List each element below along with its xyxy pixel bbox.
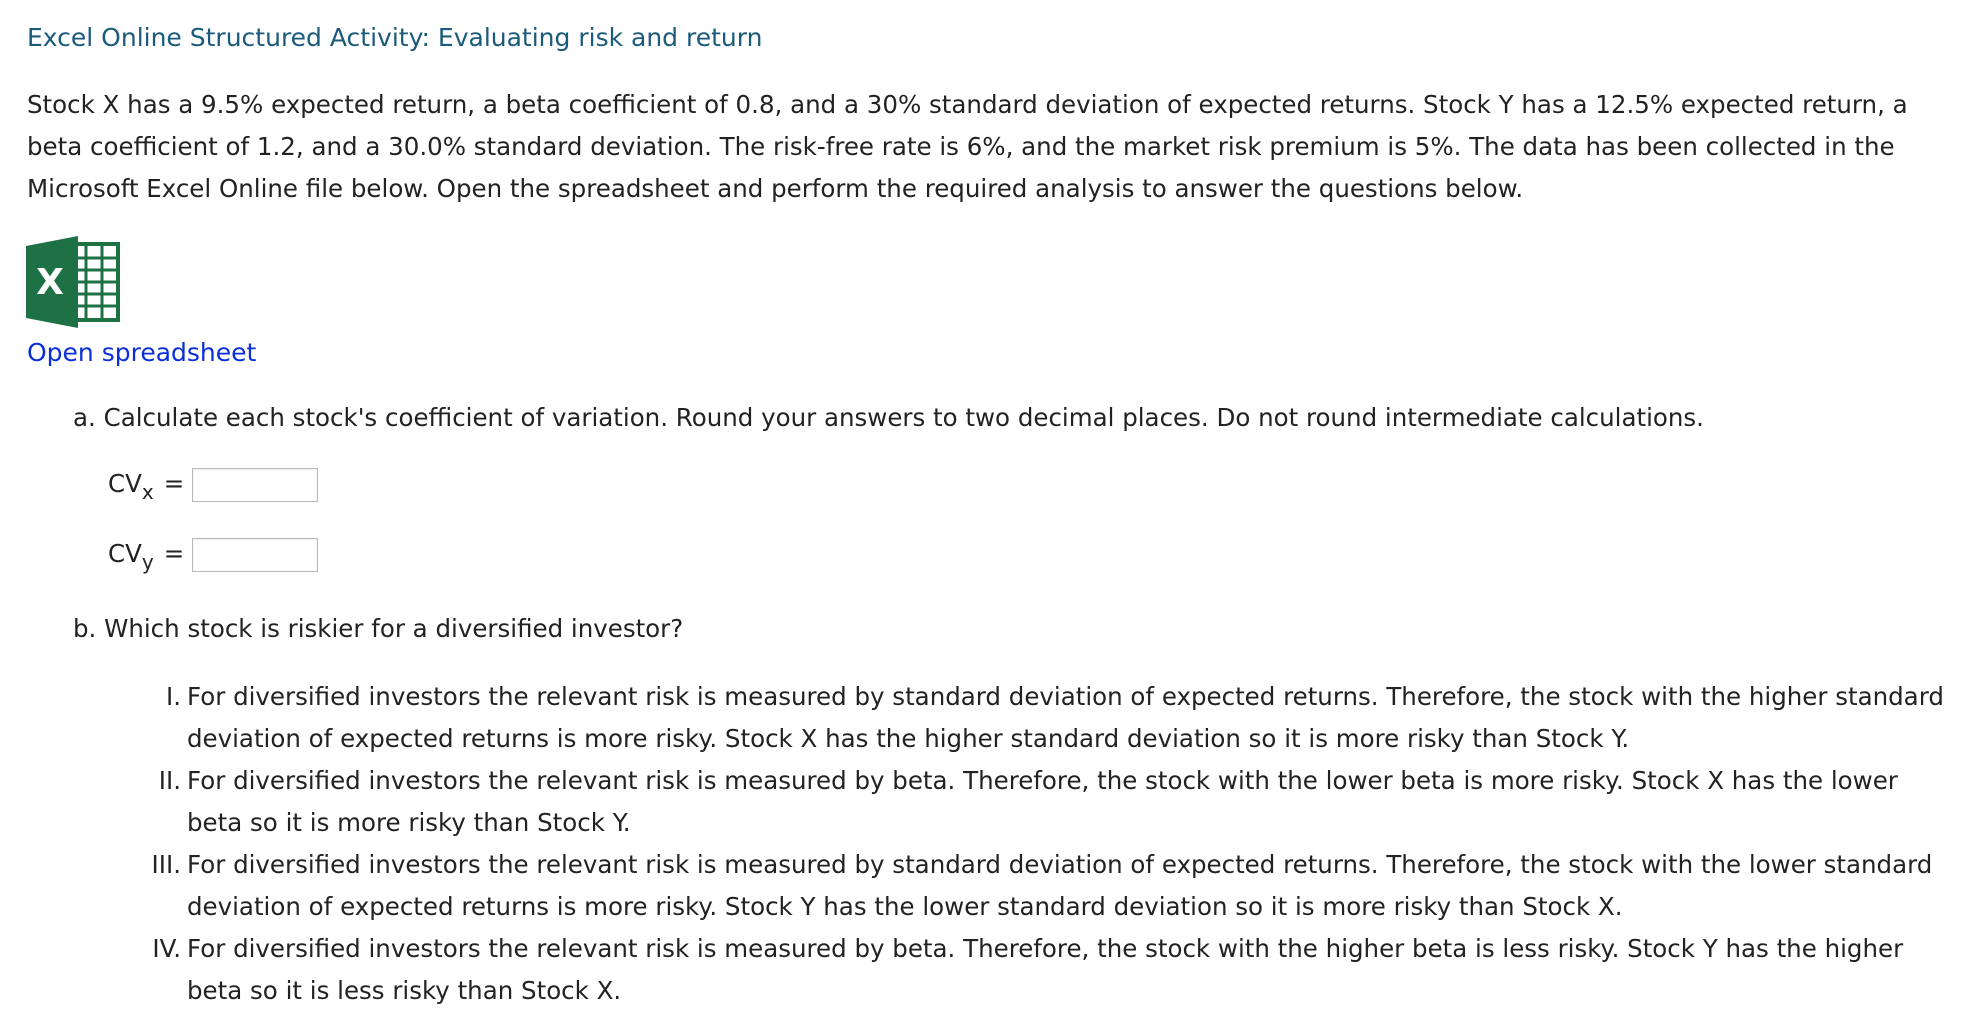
cv-y-label-text: CV: [108, 538, 142, 568]
option-numeral: IV.: [152, 934, 181, 963]
cv-x-row: [108, 466, 318, 504]
excel-grid-shape: [76, 246, 116, 318]
answer-option-ii[interactable]: [158, 760, 1957, 844]
question-b-prompt: b. Which stock is riskier for a diversified investor?: [73, 614, 684, 643]
answer-option-i[interactable]: [165, 676, 1957, 760]
cv-y-subscript: y: [141, 549, 154, 574]
page-title: Excel Online Structured Activity: Evaluating risk and return: [27, 23, 763, 52]
option-text: For diversified investors the relevant risk is measured by standard deviation of expected returns. Therefore, the stock with the higher standard deviation of expected returns is more risky. Stock X has the higher standard deviation so it is more risky than Stock Y.: [187, 682, 1944, 753]
cv-x-subscript: x: [141, 479, 154, 504]
answer-option-iv[interactable]: [152, 928, 1957, 1012]
cv-x-equals: =: [163, 468, 185, 498]
problem-statement: Stock X has a 9.5% expected return, a beta coefficient of 0.8, and a 30% standard deviation of expected returns. Stock Y has a 12.5% expected return, a beta coefficient of 1.2, and a 30.0% standard deviation. The risk-free rate is 6%, and the market risk premium is 5%. The data has been collected in the Microsoft Excel Online file below. Open the spreadsheet and perform the required analysis to answer the questions below.: [27, 90, 1908, 203]
open-spreadsheet-link[interactable]: Open spreadsheet: [27, 338, 257, 367]
cv-y-label: [108, 538, 154, 574]
option-text: For diversified investors the relevant risk is measured by standard deviation of expected returns. Therefore, the stock with the lower standard deviation of expected returns is more risky. Stock Y has the lower standard deviation so it is more risky than Stock X.: [187, 850, 1933, 921]
option-text: For diversified investors the relevant risk is measured by beta. Therefore, the stock with the higher beta is less risky. Stock Y has the higher beta so it is less risky than Stock X.: [187, 934, 1904, 1005]
cv-y-row: [108, 536, 318, 574]
cv-y-input[interactable]: [192, 538, 318, 572]
option-numeral: II.: [158, 766, 181, 795]
option-text: For diversified investors the relevant risk is measured by beta. Therefore, the stock with the lower beta is more risky. Stock X has the lower beta so it is more risky than Stock Y.: [187, 766, 1898, 837]
cv-x-label: [108, 468, 154, 504]
answer-option-iii[interactable]: [151, 844, 1957, 928]
cv-x-label-text: CV: [108, 468, 142, 498]
cv-y-equals: =: [163, 538, 185, 568]
question-a-prompt: a. Calculate each stock's coefficient of variation. Round your answers to two decimal places. Do not round intermediate calculations.: [73, 403, 1704, 432]
option-numeral: I.: [165, 682, 181, 711]
option-numeral: III.: [151, 850, 181, 879]
excel-letter: X: [36, 262, 64, 303]
cv-x-input[interactable]: [192, 468, 318, 502]
answer-options-list: [151, 676, 1957, 1012]
excel-icon[interactable]: [26, 236, 122, 328]
